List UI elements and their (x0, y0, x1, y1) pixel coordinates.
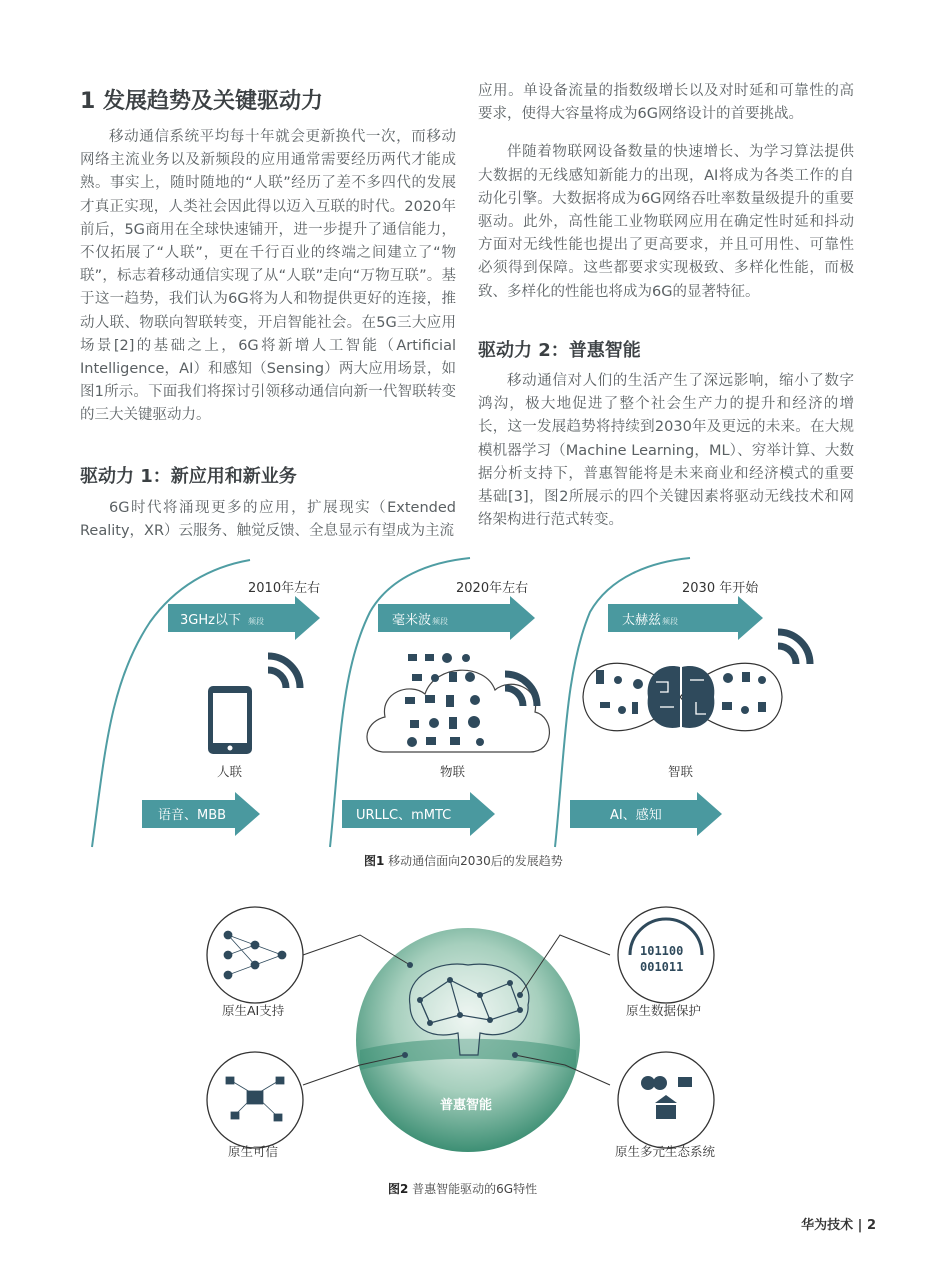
tablet-icon (208, 686, 252, 754)
binary-line-1: 101100 (640, 944, 684, 958)
right-paragraph-1: 应用。单设备流量的指数级增长以及对时延和可靠性的高要求，使得大容量将成为6G网络设计的首要挑战。 (478, 83, 854, 123)
service-arrow-1-label: 语音、MBB (158, 808, 227, 823)
left-text-block-2 (80, 497, 456, 543)
right-text-block-2 (478, 370, 854, 532)
subheading-driver-2: 驱动力 2：普惠智能 (478, 340, 641, 361)
band-arrow-2-label: 毫米波 (392, 613, 432, 628)
subheading-driver-1: 驱动力 1：新应用和新业务 (80, 466, 297, 487)
node-trust-label: 原生可信 (228, 1144, 279, 1159)
binary-line-2: 001011 (640, 960, 684, 974)
band-arrow-1 (168, 596, 320, 640)
figure-2-caption (388, 1180, 537, 1197)
left-text-block-1 (80, 126, 456, 428)
figure-1-caption-text: 移动通信面向2030后的发展趋势 (384, 854, 563, 868)
left-paragraph-2: 6G时代将涌现更多的应用，扩展现实（Extended Reality，XR）云服务、触觉反馈、全息显示有望成为主流 (80, 500, 456, 540)
section-heading: 1 发展趋势及关键驱动力 (80, 89, 323, 114)
left-paragraph-1: 移动通信系统平均每十年就会更新换代一次，而移动网络主流业务以及新频段的应用通常需要经历两代才能成熟。事实上，随时随地的“人联”经历了差不多四代的发展才真正实现，人类社会因此得以迈入互联的时代。2020年前后，5G商用在全球快速铺开，进一步提升了通信能力，不仅拓展了“人联”，更在千行百业的终端之间建立了“物联”，标志着移动通信实现了从“人联”走向“万物互联”。基于这一趋势，我们认为6G将为人和物提供更好的连接，推动人联、物联向智联转变，开启智能社会。在5G三大应用场景[2]的基础之上，6G将新增人工智能（Artificial Intelligence，AI）和感知（Sensing）两大应用场景，如图1所示。下面我们将探讨引领移动通信向新一代智联转变的三大关键驱动力。 (80, 129, 456, 424)
node-ecosystem (618, 1052, 714, 1148)
band-arrow-3 (608, 596, 763, 640)
page-footer (801, 1214, 876, 1233)
center-label: 普惠智能 (440, 1098, 493, 1113)
signal-icon-1 (268, 656, 300, 688)
right-paragraph-2: 伴随着物联网设备数量的快速增长、为学习算法提供大数据的无线感知新能力的出现，AI将成为各类工作的自动化引擎。大数据将成为6G网络吞吐率数量级提升的重要驱动。此外，高性能工业物联网应用在确定性时延和抖动方面对无线性能也提出了更高要求，并且可用性、可靠性必须得到保障。这些都要求实现极致、多样化性能，而极致、多样化的性能也将成为6G的显著特征。 (478, 144, 854, 300)
figure-1-caption (364, 852, 563, 869)
figure-1-caption-number: 图1 (364, 854, 385, 868)
node-ai-support-label: 原生AI支持 (222, 1003, 285, 1018)
right-paragraph-3: 移动通信对人们的生活产生了深远影响，缩小了数字鸿沟，极大地促进了整个社会生产力的提升和经济的增长，这一发展趋势将持续到2030年及更远的未来。在大规模机器学习（Machine Learning，ML）、穷举计算、大数据分析支持下，普惠智能将是未来商业和经济模式的重要基础[3]，图2所展示的四个关键因素将驱动无线技术和网络架构进行范式转变。 (478, 373, 854, 529)
era-1-label: 人联 (217, 764, 243, 779)
band-arrow-1-label: 3GHz以下 (180, 613, 241, 628)
service-arrow-2-label: URLLC、mMTC (356, 808, 452, 823)
smart-icons (596, 670, 766, 714)
figure-2-caption-text: 普惠智能驱动的6G特性 (408, 1182, 538, 1196)
node-data-protection (618, 907, 714, 1003)
node-ecosystem-label: 原生多元生态系统 (615, 1144, 716, 1159)
service-arrow-1 (142, 792, 260, 836)
figure-2 (0, 905, 936, 1175)
era-2-label: 物联 (440, 764, 466, 779)
signal-icon-3 (778, 632, 810, 664)
era-3-year: 2030 年开始 (682, 581, 759, 596)
service-arrow-3-label: AI、感知 (610, 808, 662, 823)
band-arrow-2-suffix: 频段 (432, 617, 448, 626)
magazine-name: 华为技术 (801, 1218, 854, 1233)
page-number: 2 (866, 1218, 876, 1233)
figure-2-caption-number: 图2 (388, 1182, 409, 1196)
node-data-protection-label: 原生数据保护 (626, 1003, 702, 1018)
node-ai-support (207, 907, 303, 1003)
era-3-label: 智联 (668, 764, 694, 779)
node-trust (207, 1052, 303, 1148)
right-text-block-1 (478, 80, 854, 304)
footer-separator: | (857, 1218, 863, 1233)
figure-1 (0, 552, 936, 852)
band-arrow-1-suffix: 频段 (248, 617, 264, 626)
era-2-year: 2020年左右 (456, 581, 529, 596)
brain-icon (648, 666, 715, 728)
service-arrow-3 (570, 792, 722, 836)
service-arrow-2 (342, 792, 495, 836)
era-1-year: 2010年左右 (248, 581, 321, 596)
band-arrow-3-suffix: 频段 (662, 617, 678, 626)
band-arrow-3-label: 太赫兹 (622, 613, 662, 628)
band-arrow-2 (378, 596, 535, 640)
